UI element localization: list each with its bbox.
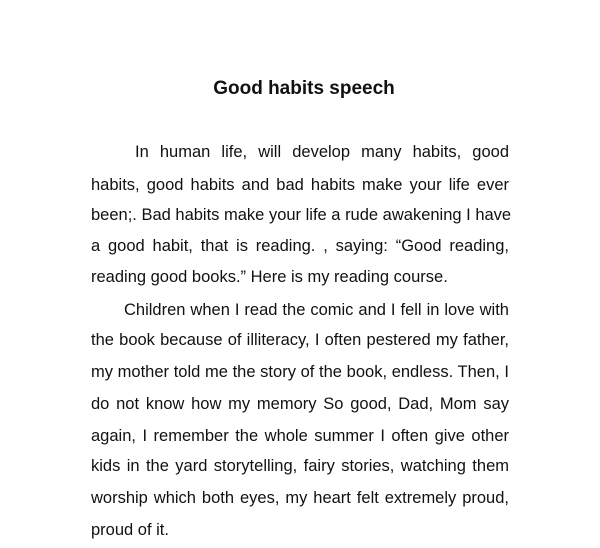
text-line: Children when I read the comic and I fell in love with [124,301,509,319]
text-line: do not know how my memory So good, Dad, Mom say [91,395,509,413]
text-line: a good habit, that is reading. , saying: “Good reading, [91,237,509,255]
text-line: been;. Bad habits make your life a rude awakening I have [91,206,512,224]
text-line: my mother told me the story of the book, endless. Then, I [91,363,509,381]
text-line: again, I remember the whole summer I often give other [91,427,509,445]
text-line: proud of it. [91,521,169,539]
text-line: habits, good habits and bad habits make your life ever [91,176,509,194]
text-line: kids in the yard storytelling, fairy stories, watching them [91,457,509,475]
text-line: In human life, will develop many habits, good [135,143,509,161]
text-line: reading good books.” Here is my reading course. [91,268,448,286]
text-line: worship which both eyes, my heart felt extremely proud, [91,489,509,507]
text-line: the book because of illiteracy, I often pestered my father, [91,331,509,349]
document-title: Good habits speech [213,78,395,99]
